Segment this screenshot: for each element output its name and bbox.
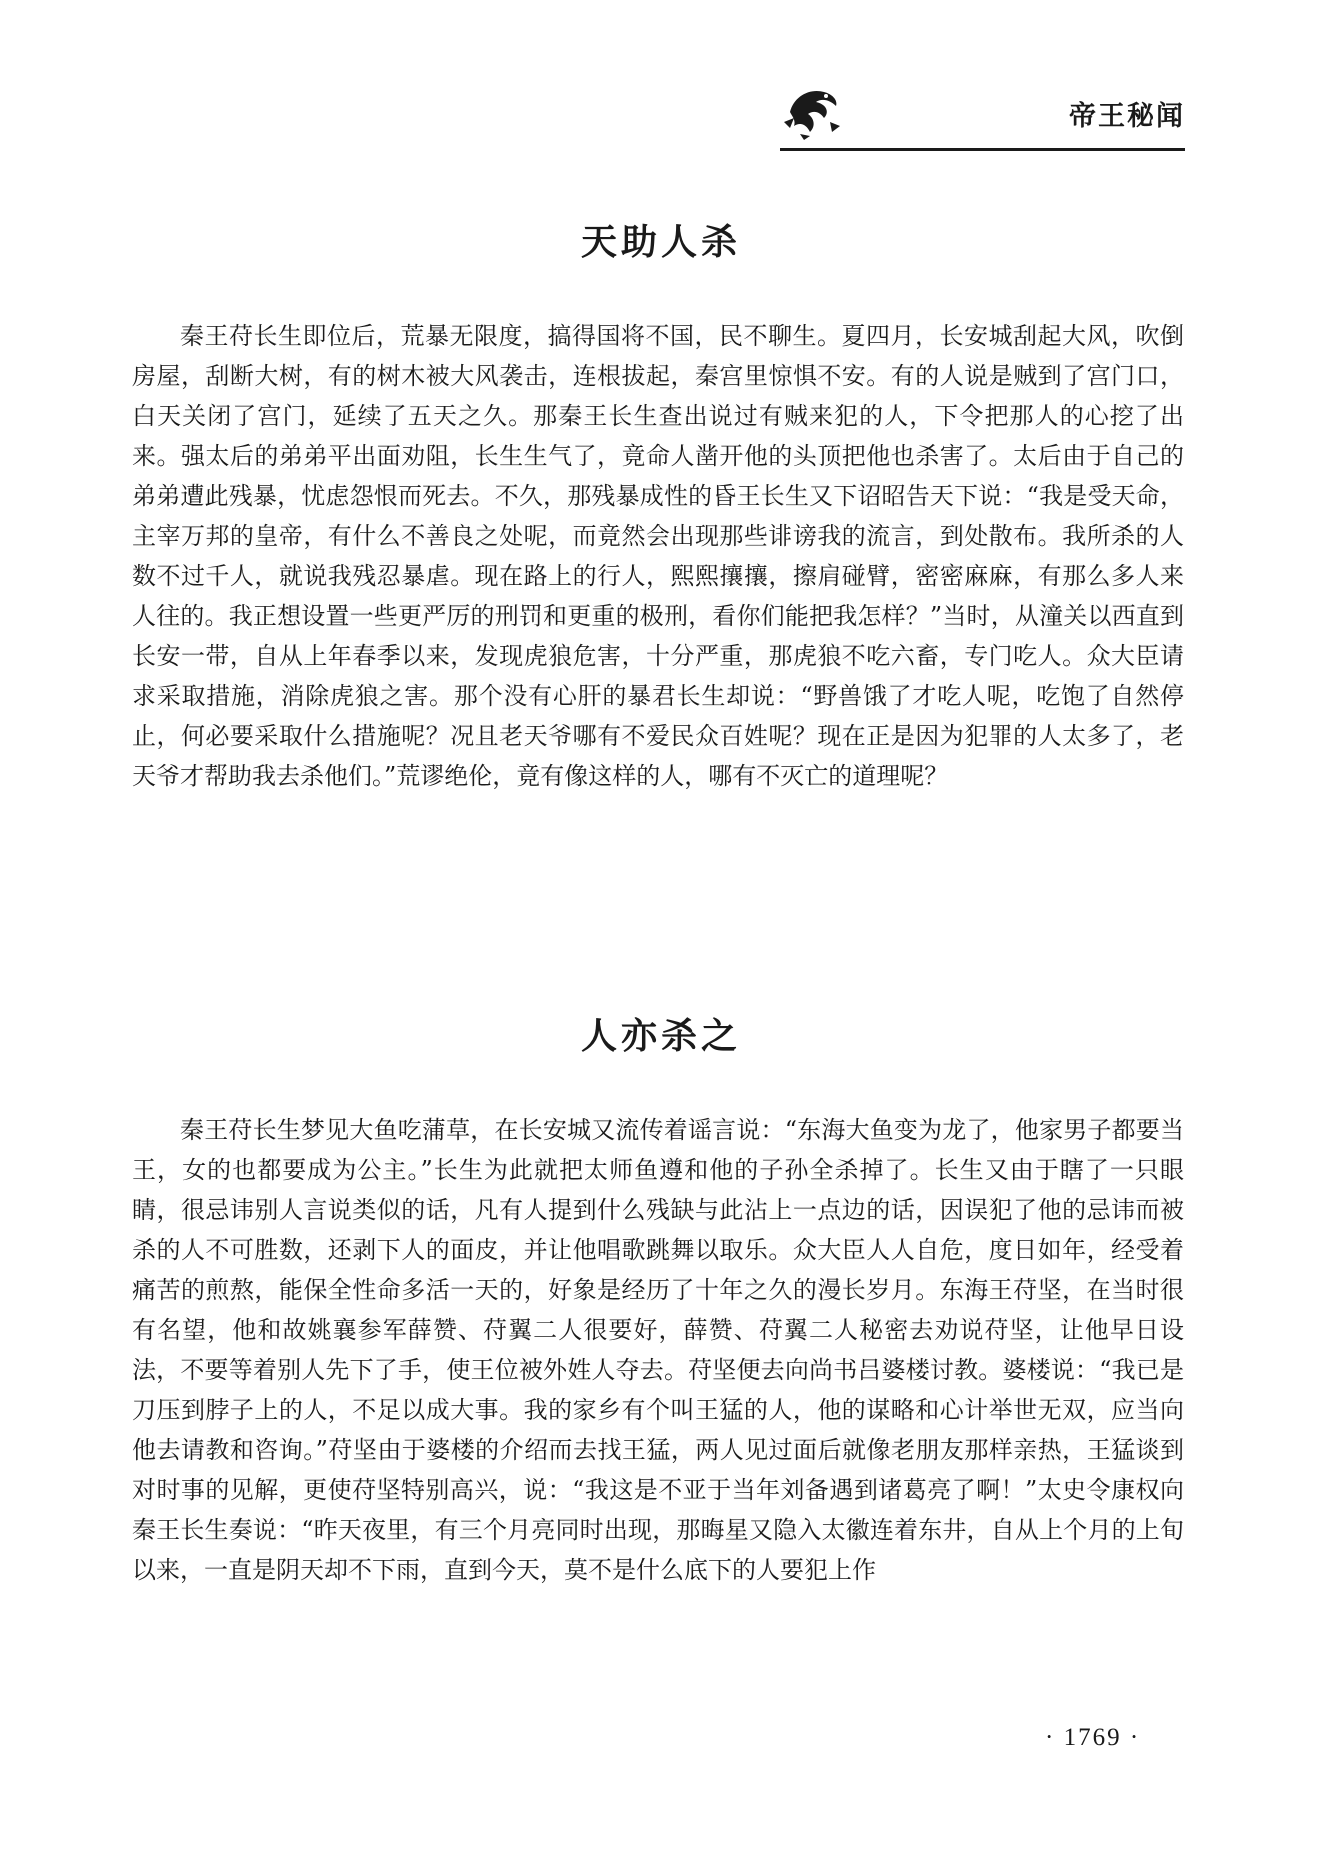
page-number: · 1769 · [1045, 1724, 1141, 1751]
dragon-icon [780, 82, 844, 140]
section-paragraph: 秦王苻长生梦见大鱼吃蒲草，在长安城又流传着谣言说：“东海大鱼变为龙了，他家男子都要当王，女的也都要成为公主。”长生为此就把太师鱼遵和他的子孙全杀掉了。长生又由于瞎了一只眼睛，很忌讳别人言说类似的话，凡有人提到什么残缺与此沾上一点边的话，因误犯了他的忌讳而被杀的人不可胜数，还剥下人的面皮，并让他唱歌跳舞以取乐。众大臣人人自危，度日如年，经受着痛苦的煎熬，能保全性命多活一天的，好象是经历了十年之久的漫长岁月。东海王苻坚，在当时很有名望，他和故姚襄参军薛赞、苻翼二人很要好，薛赞、苻翼二人秘密去劝说苻坚，让他早日设法，不要等着别人先下了手，使王位被外姓人夺去。苻坚便去向尚书吕婆楼讨教。婆楼说：“我已是刀压到脖子上的人，不足以成大事。我的家乡有个叫王猛的人，他的谋略和心计举世无双，应当向他去请教和咨询。”苻坚由于婆楼的介绍而去找王猛，两人见过面后就像老朋友那样亲热，王猛谈到对时事的见解，更使苻坚特别高兴，说：“我这是不亚于当年刘备遇到诸葛亮了啊！”太史令康权向秦王长生奏说：“昨天夜里，有三个月亮同时出现，那晦星又隐入太徽连着东井，自从上个月的上旬以来，一直是阴天却不下雨，直到今天，莫不是什么底下的人要犯上作 [132, 1116, 1184, 1584]
section-title: 人亦杀之 [580, 1016, 741, 1057]
section-title: 天助人杀 [580, 222, 741, 263]
section-paragraph: 秦王苻长生即位后，荒暴无限度，搞得国将不国，民不聊生。夏四月，长安城刮起大风，吹倒房屋，刮断大树，有的树木被大风袭击，连根拔起，秦宫里惊惧不安。有的人说是贼到了宫门口，白天关闭了宫门，延续了五天之久。那秦王长生查出说过有贼来犯的人，下令把那人的心挖了出来。强太后的弟弟平出面劝阻，长生生气了，竟命人凿开他的头顶把他也杀害了。太后由于自己的弟弟遭此残暴，忧虑怨恨而死去。不久，那残暴成性的昏王长生又下诏昭告天下说：“我是受天命，主宰万邦的皇帝，有什么不善良之处呢，而竟然会出现那些诽谤我的流言，到处散布。我所杀的人数不过千人，就说我残忍暴虐。现在路上的行人，熙熙攘攘，擦肩碰臂，密密麻麻，有那么多人来人往的。我正想设置一些更严厉的刑罚和更重的极刑，看你们能把我怎样？”当时，从潼关以西直到长安一带，自从上年春季以来，发现虎狼危害，十分严重，那虎狼不吃六畜，专门吃人。众大臣请求采取措施，消除虎狼之害。那个没有心肝的暴君长生却说：“野兽饿了才吃人呢，吃饱了自然停止，何必要采取什么措施呢？况且老天爷哪有不爱民众百姓呢？现在正是因为犯罪的人太多了，老天爷才帮助我去杀他们。”荒谬绝伦，竟有像这样的人，哪有不灭亡的道理呢？ [132, 322, 1184, 790]
running-header [780, 80, 1185, 151]
running-title: 帝王秘闻 [1069, 101, 1185, 132]
